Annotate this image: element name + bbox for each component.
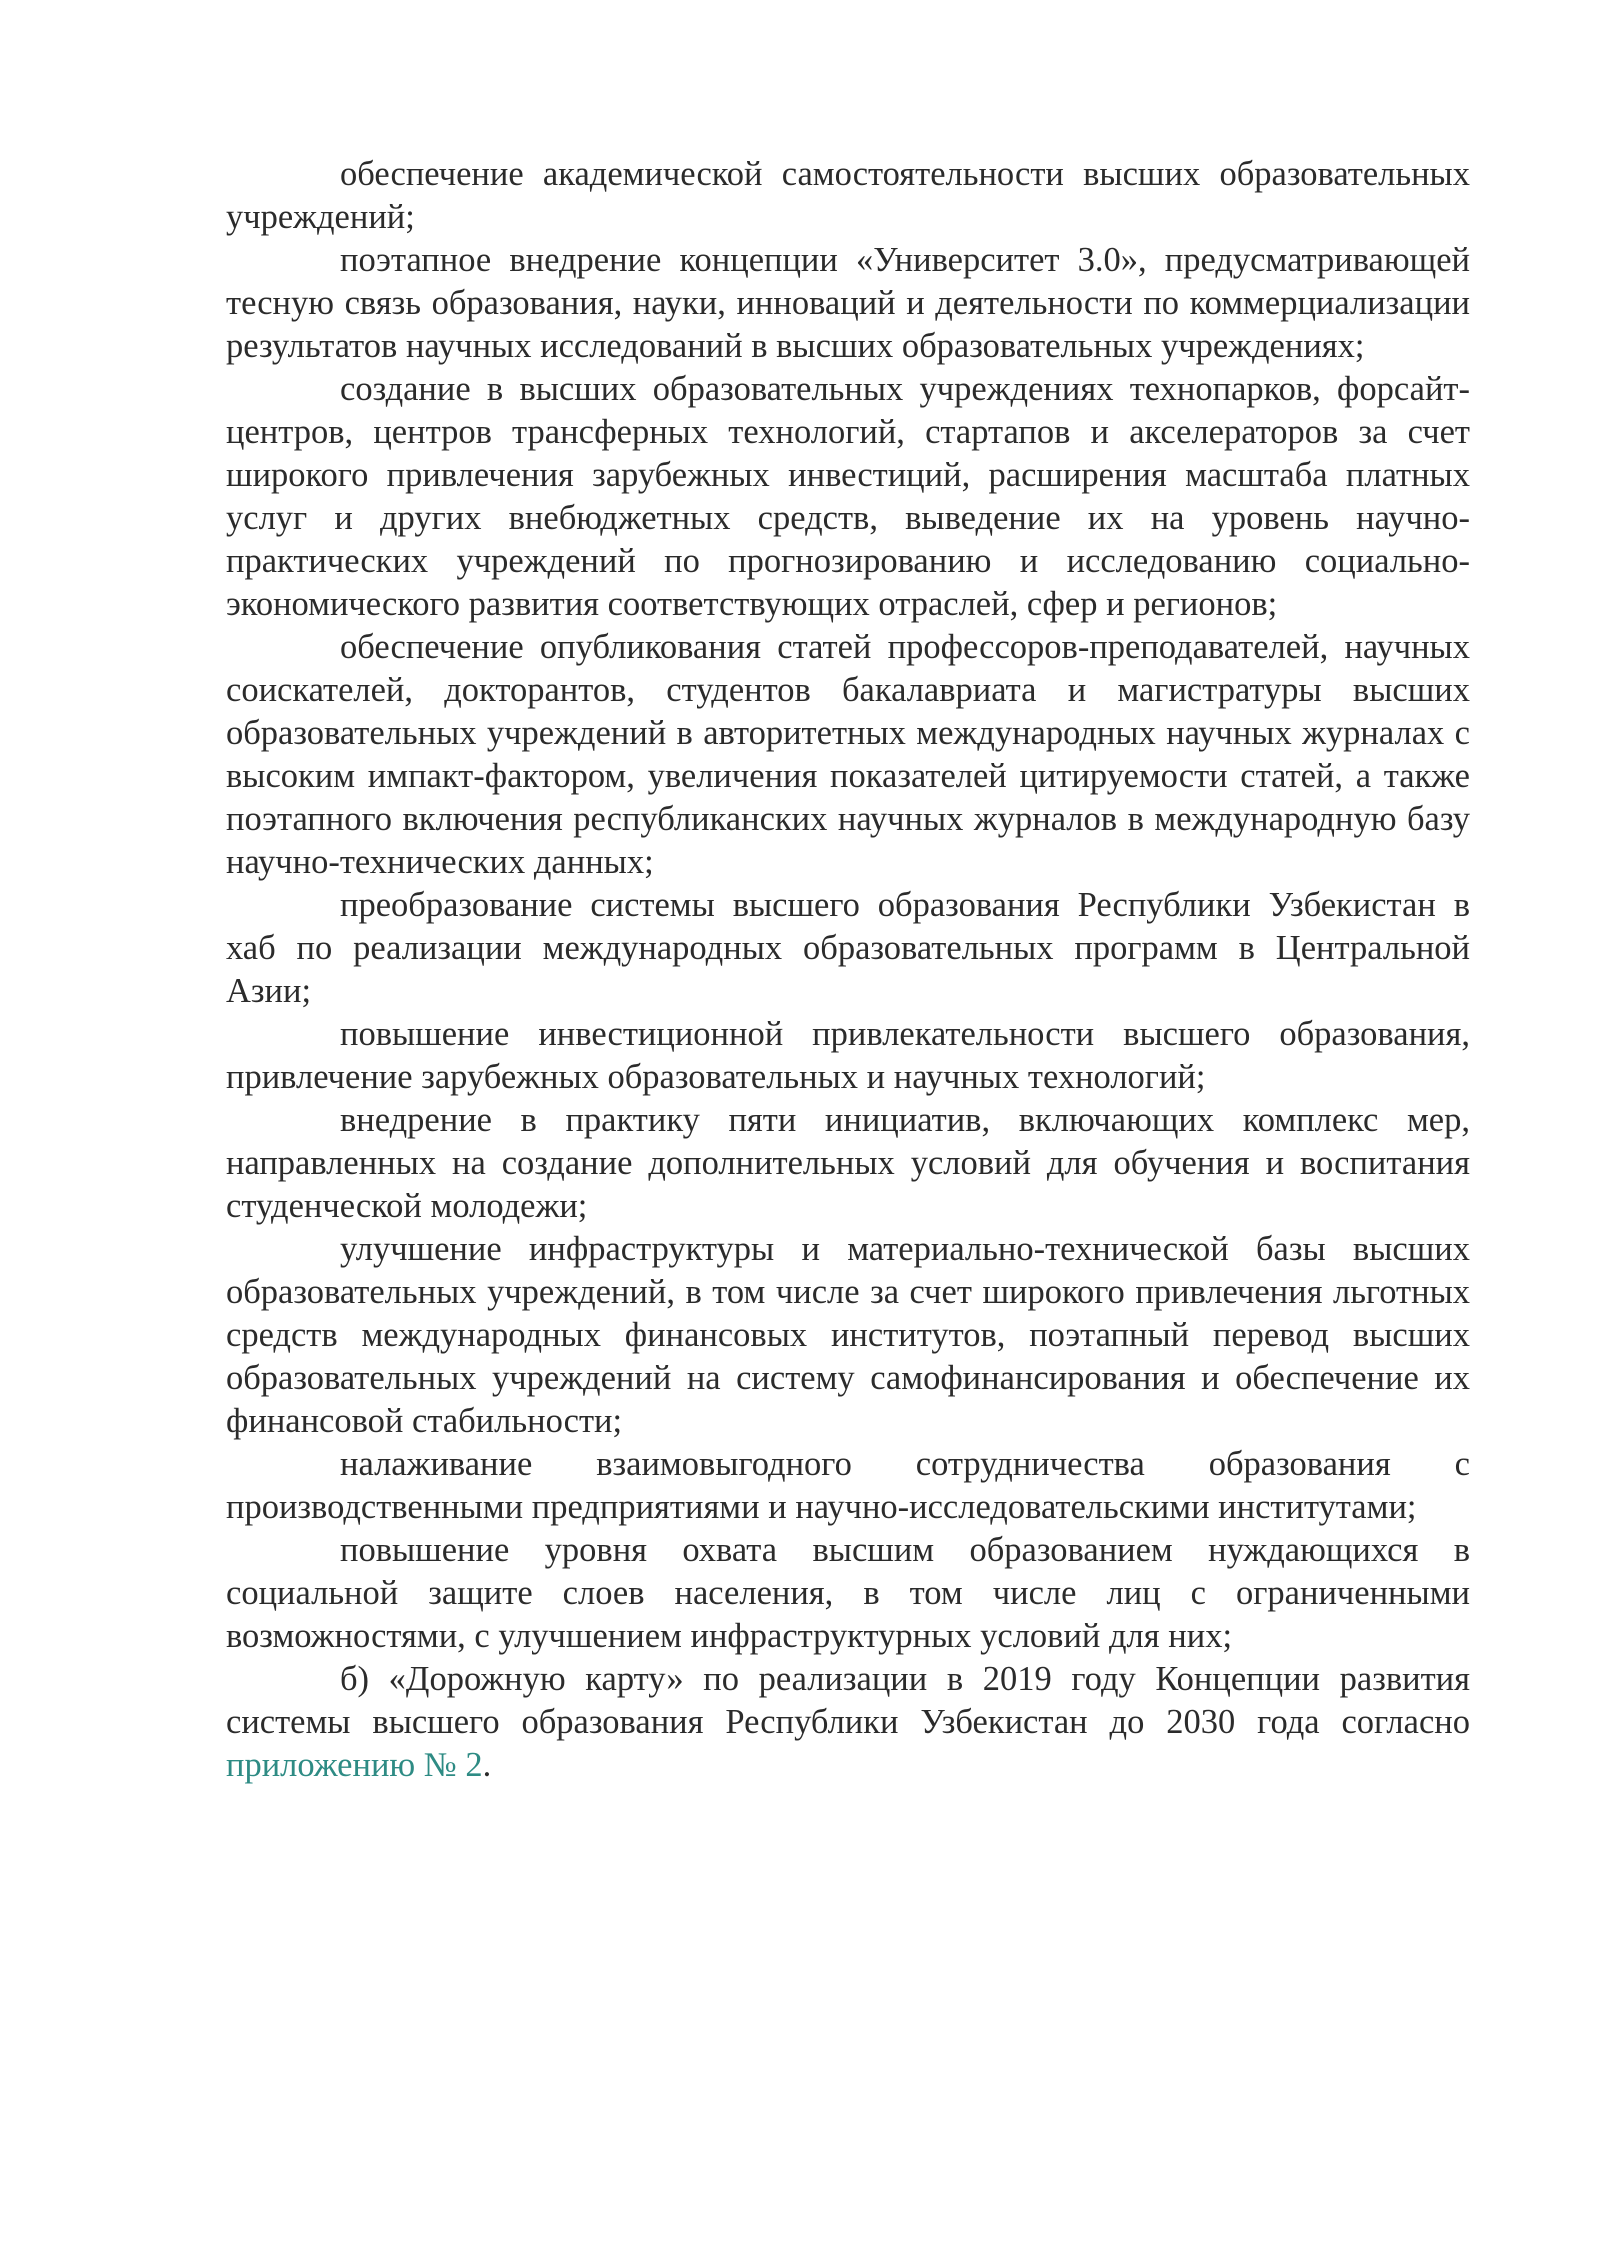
- document-body: [226, 153, 1470, 1787]
- road-map-end: .: [482, 1746, 492, 1784]
- paragraph-infrastructure: улучшение инфраструктуры и материально-технической базы высших образовательных учреждений, в том числе за счет широкого привлечения льготных средств международных финансовых институтов, поэтапный перевод высших образовательных учреждений на систему самофинансирования и обеспечение их финансовой стабильности;: [226, 1230, 1470, 1440]
- paragraph-university-3-0: поэтапное внедрение концепции «Университет 3.0», предусматривающей тесную связь образования, науки, инноваций и деятельности по коммерциализации результатов научных исследований в высших образовательных учреждениях;: [226, 241, 1470, 365]
- paragraph-publications: обеспечение опубликования статей профессоров-преподавателей, научных соискателей, докторантов, студентов бакалавриата и магистратуры высших образовательных учреждений в авторитетных международных научных журналах с высоким импакт-фактором, увеличения показателей цитируемости статей, а также поэтапного включения республиканских научных журналов в международную базу научно-технических данных;: [226, 628, 1470, 881]
- paragraph-education-hub: преобразование системы высшего образования Республики Узбекистан в хаб по реализации международных образовательных программ в Центральной Азии;: [226, 886, 1470, 1010]
- paragraph-social-coverage: повышение уровня охвата высшим образованием нуждающихся в социальной защите слоев населения, в том числе лиц с ограниченными возможностями, с улучшением инфраструктурных условий для них;: [226, 1531, 1470, 1655]
- paragraph-technoparks: создание в высших образовательных учреждениях технопарков, форсайт-центров, центров трансферных технологий, стартапов и акселераторов за счет широкого привлечения зарубежных инвестиций, расширения масштаба платных услуг и других внебюджетных средств, выведение их на уровень научно-практических учреждений по прогнозированию и исследованию социально-экономического развития соответствующих отраслей, сфер и регионов;: [226, 370, 1470, 623]
- paragraph-academic-independence: обеспечение академической самостоятельности высших образовательных учреждений;: [226, 155, 1470, 236]
- paragraph-road-map: [226, 1658, 1470, 1787]
- paragraph-five-initiatives: внедрение в практику пяти инициатив, включающих комплекс мер, направленных на создание дополнительных условий для обучения и воспитания студенческой молодежи;: [226, 1101, 1470, 1225]
- appendix-2-link[interactable]: приложению № 2: [226, 1746, 483, 1784]
- paragraph-cooperation: налаживание взаимовыгодного сотрудничества образования с производственными предприятиями и научно-исследовательскими институтами;: [226, 1445, 1470, 1526]
- paragraph-investment-attractiveness: повышение инвестиционной привлекательности высшего образования, привлечение зарубежных образовательных и научных технологий;: [226, 1015, 1470, 1096]
- road-map-text: б) «Дорожную карту» по реализации в 2019 году Концепции развития системы высшего образования Республики Узбекистан до 2030 года согласно: [226, 1660, 1470, 1741]
